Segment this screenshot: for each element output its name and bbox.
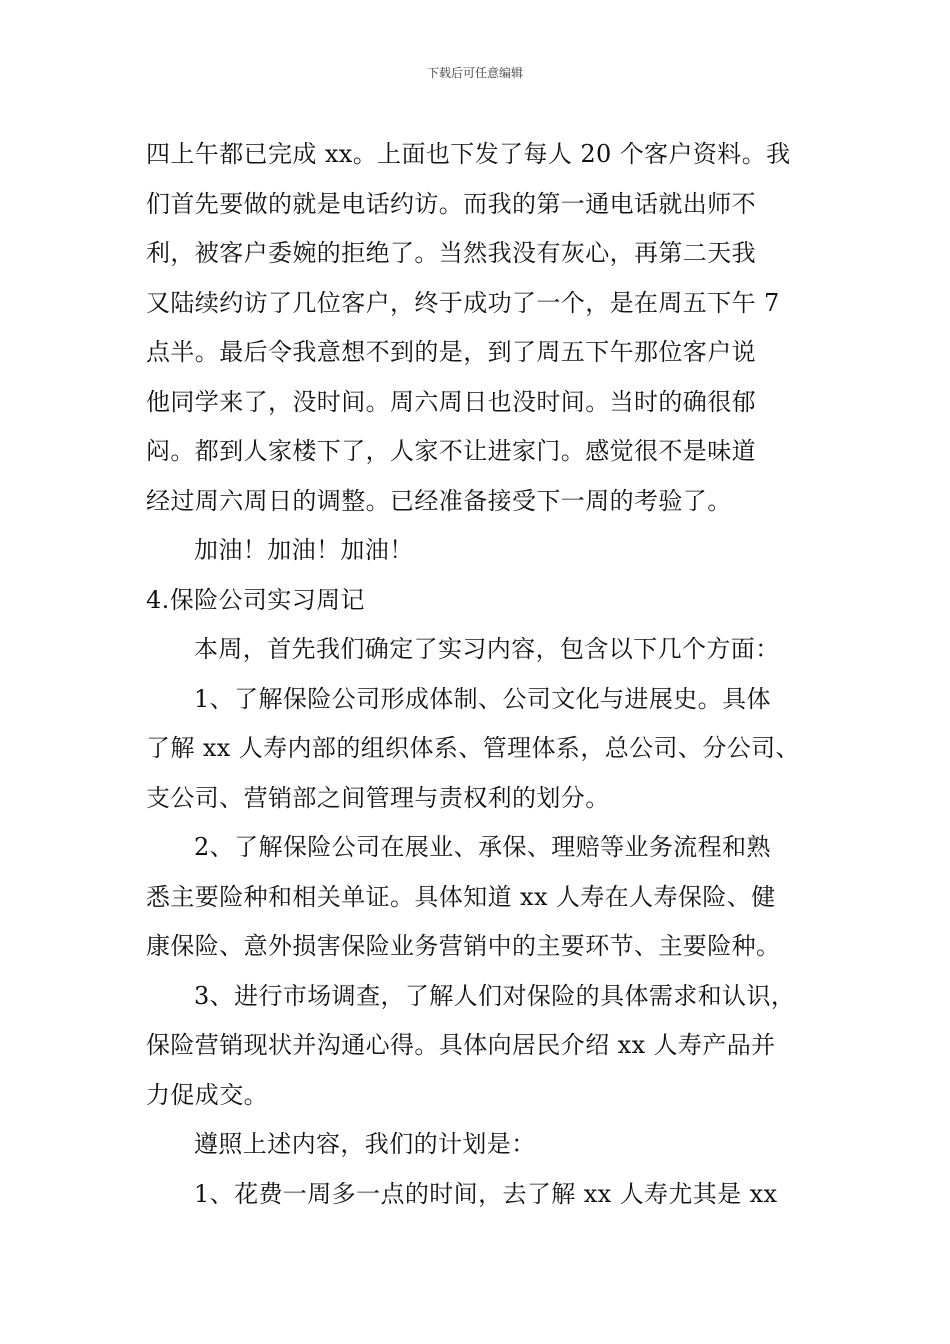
text-line: 他同学来了，没时间。周六周日也没时间。当时的确很郁: [146, 387, 756, 416]
text-line: 闷。都到人家楼下了，人家不让进家门。感觉很不是味道: [146, 437, 756, 465]
text-line: 1、了解保险公司形成体制、公司文化与进展史。具体: [194, 684, 771, 713]
text-line: 了解 xx 人寿内部的组织体系、管理体系，总公司、分公司、: [146, 734, 800, 762]
section-heading: 4.保险公司实习周记: [146, 585, 365, 614]
text-line: 2、了解保险公司在展业、承保、理赔等业务流程和熟: [194, 833, 771, 861]
text-line: 四上午都已完成 xx。上面也下发了每人 20 个客户资料。我: [146, 140, 791, 168]
page-header: 下载后可任意编辑: [426, 66, 523, 80]
text-line: 本周，首先我们确定了实习内容，包含以下几个方面：: [194, 635, 780, 663]
text-line: 点半。最后令我意想不到的是，到了周五下午那位客户说: [146, 338, 756, 366]
text-line: 加油！加油！加油！: [194, 536, 414, 564]
text-line: 1、花费一周多一点的时间，去了解 xx 人寿尤其是 xx: [194, 1179, 778, 1208]
text-line: 利，被客户委婉的拒绝了。当然我没有灰心，再第二天我: [146, 239, 756, 267]
text-line: 3、进行市场调查，了解人们对保险的具体需求和认识，: [194, 981, 796, 1010]
text-line: 遵照上述内容，我们的计划是：: [194, 1130, 536, 1158]
text-line: 们首先要做的就是电话约访。而我的第一通电话就出师不: [146, 189, 756, 218]
text-line: 悉主要险种和相关单证。具体知道 xx 人寿在人寿保险、健: [146, 882, 776, 911]
text-line: 经过周六周日的调整。已经准备接受下一周的考验了。: [146, 486, 732, 515]
text-line: 力促成交。: [146, 1080, 268, 1109]
text-line: 支公司、营销部之间管理与责权利的划分。: [146, 783, 610, 812]
text-line: 又陆续约访了几位客户，终于成功了一个，是在周五下午 7: [146, 288, 780, 317]
text-line: 保险营销现状并沟通心得。具体向居民介绍 xx 人寿产品并: [146, 1031, 776, 1059]
text-line: 康保险、意外损害保险业务营销中的主要环节、主要险种。: [146, 932, 781, 960]
document-body: [146, 130, 836, 1219]
